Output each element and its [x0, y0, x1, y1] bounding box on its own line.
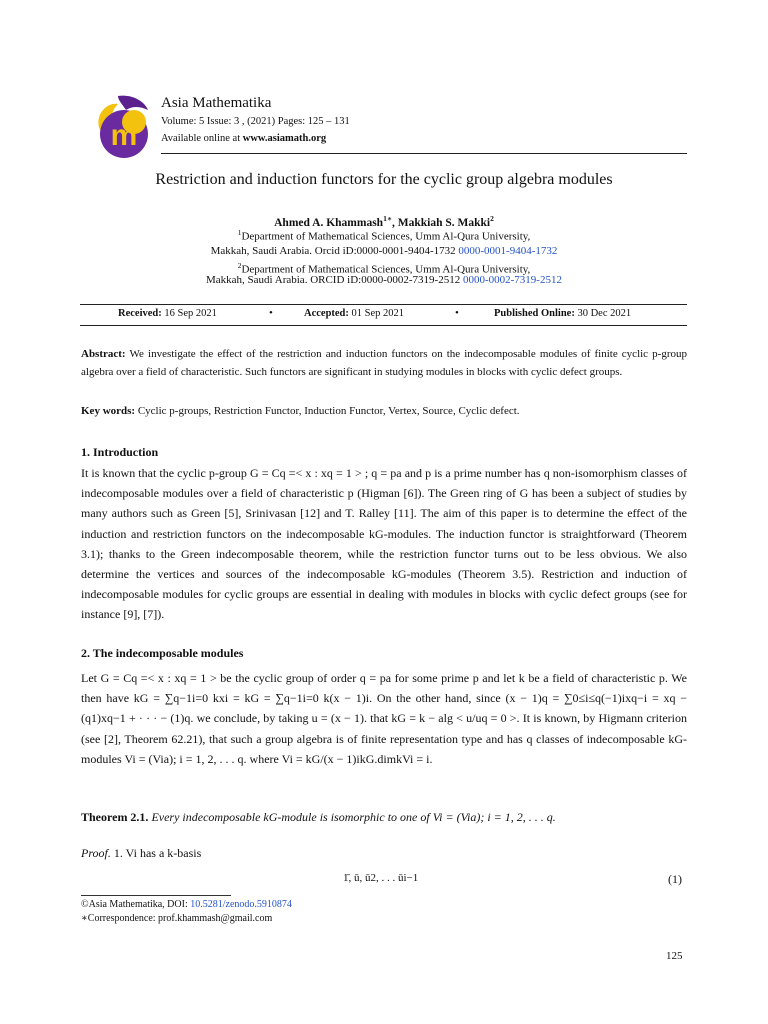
journal-volume: Volume: 5 Issue: 3 , (2021) Pages: 125 – 131 — [161, 116, 350, 127]
indecomposable-text: Let G = Cq =< x : xq = 1 > be the cyclic group of order q = pa for some prime p and let k be a field of characteristic p. We then have kG = ∑q−1i=0 kxi = kG = ∑q−1i=0 k(x − 1)i. On the other hand, since (x − 1)q = ∑0≤i≤q(−1)ixq−i = xq − (q1)xq−1 + · · · − (1)q. we conclude, by taking u = (x − 1). that kG = k − alg < u/uq = 0 >. It is known, by Higmann criterion (see [2], Theorem 62.21), that such a group algebra is of finite representation type and has q classes of indecomposable kG-modules Vi = (Via); i = 1, 2, . . . q. where Vi = kG/(x − 1)ikG.dimkVi = i. — [81, 671, 687, 766]
received-label: Received: — [118, 308, 162, 319]
proof-label: Proof. — [81, 846, 111, 860]
page-number: 125 — [666, 950, 683, 962]
keywords — [81, 402, 687, 420]
section-heading-indecomposable: 2. The indecomposable modules — [81, 646, 244, 660]
theorem-2-1 — [81, 810, 556, 825]
journal-name: Asia Mathematika — [161, 95, 272, 111]
affiliation-2-line2 — [0, 271, 768, 289]
footnote-divider — [81, 895, 231, 896]
author-2-sup: 2 — [490, 214, 494, 223]
dates-bar — [80, 304, 687, 326]
author-1-sup: 1∗ — [383, 214, 393, 223]
copyright-text: ©Asia Mathematika, DOI: — [81, 899, 191, 910]
affiliation-1-sup: 1 — [237, 228, 242, 237]
received-date — [118, 308, 217, 319]
affiliation-2-location: Makkah, Saudi Arabia. ORCID iD:0000-0002-7319-2512 — [206, 274, 463, 286]
accepted-value: 01 Sep 2021 — [351, 308, 405, 319]
published-date — [494, 308, 631, 319]
doi-link[interactable]: 10.5281/zenodo.5910874 — [190, 899, 292, 910]
theorem-text: Every indecomposable kG-module is isomorphic to one of Vi = (Via); i = 1, 2, . . . q. — [151, 810, 556, 824]
orcid-link-2[interactable]: 0000-0002-7319-2512 — [462, 274, 562, 286]
footnote-copyright — [81, 899, 292, 910]
paper-title: Restriction and induction functors for the cyclic group algebra modules — [155, 171, 613, 188]
journal-url[interactable]: www.asiamath.org — [242, 133, 327, 144]
affiliation-1-location: Makkah, Saudi Arabia. Orcid iD:0000-0001-9404-1732 — [210, 245, 459, 257]
published-label: Published Online: — [494, 308, 575, 319]
availability-prefix: Available online at — [161, 133, 243, 144]
affiliation-1-text: Department of Mathematical Sciences, Umm Al-Qura University, — [241, 230, 531, 243]
journal-logo — [88, 92, 154, 162]
section-heading-introduction: 1. Introduction — [81, 445, 159, 459]
keywords-text: Cyclic p-groups, Restriction Functor, Induction Functor, Vertex, Source, Cyclic defect. — [137, 405, 520, 417]
logo-letter: m — [110, 119, 138, 152]
keywords-label: Key words: — [81, 405, 136, 417]
author-1: Ahmed A. Khammash — [274, 216, 384, 229]
abstract — [81, 345, 687, 381]
proof-text: 1. Vi has a k-basis — [113, 846, 202, 860]
author-2: , Makkiah S. Makki — [392, 216, 491, 229]
accepted-date — [304, 308, 404, 319]
affiliation-2-sup: 2 — [237, 261, 242, 270]
equation-number: (1) — [668, 872, 682, 886]
equation-1: 1̄, ū, ū2, . . . ūi−1 — [343, 872, 419, 884]
journal-availability — [161, 133, 326, 144]
proof — [81, 846, 201, 861]
theorem-label: Theorem 2.1. — [81, 810, 149, 824]
orcid-link-1[interactable]: 0000-0001-9404-1732 — [458, 245, 558, 257]
introduction-text: It is known that the cyclic p-group G = Cq =< x : xq = 1 > ; q = pa and p is a prime number has q non-isomorphism classes of indecomposable modules over a field of characteristic p (Higman [6]). The Green ring of G has been a subject of studies by many authors such as Green [5], Srinivasan [12] and T. Ralley [11]. The aim of this paper is to determine the effect of the induction and restriction functors on the indecomposable kG-modules. The induction functor is straightforward (Theorem 3.1); thanks to the Green indecomposable theorem, while the restriction functor turns out to be less obvious. We also determine the vertices and sources of the indecomposable kG-modules (Theorem 3.5). Restriction and induction of indecomposable modules for cyclic groups are essential in dealing with modules in blocks with cyclic defect groups (see for instance [9], [7]). — [81, 466, 687, 622]
published-value: 30 Dec 2021 — [577, 308, 632, 319]
abstract-label: Abstract: — [81, 348, 126, 360]
bullet-separator: • — [455, 307, 459, 319]
footnote-correspondence: ∗Correspondence: prof.khammash@gmail.com — [81, 913, 273, 924]
abstract-text: We investigate the effect of the restriction and induction functors on the indecomposable modules of finite cyclic p-group algebra over a field of characteristic. Such functors are significant in studying modules in blocks with cyclic defect groups. — [81, 348, 687, 378]
affiliation-2-text: Department of Mathematical Sciences, Umm Al-Qura University, — [241, 263, 531, 276]
logo-mark — [88, 92, 154, 162]
bullet-separator: • — [269, 307, 273, 319]
header-divider — [161, 153, 687, 154]
received-value: 16 Sep 2021 — [164, 308, 217, 319]
accepted-label: Accepted: — [304, 308, 349, 319]
